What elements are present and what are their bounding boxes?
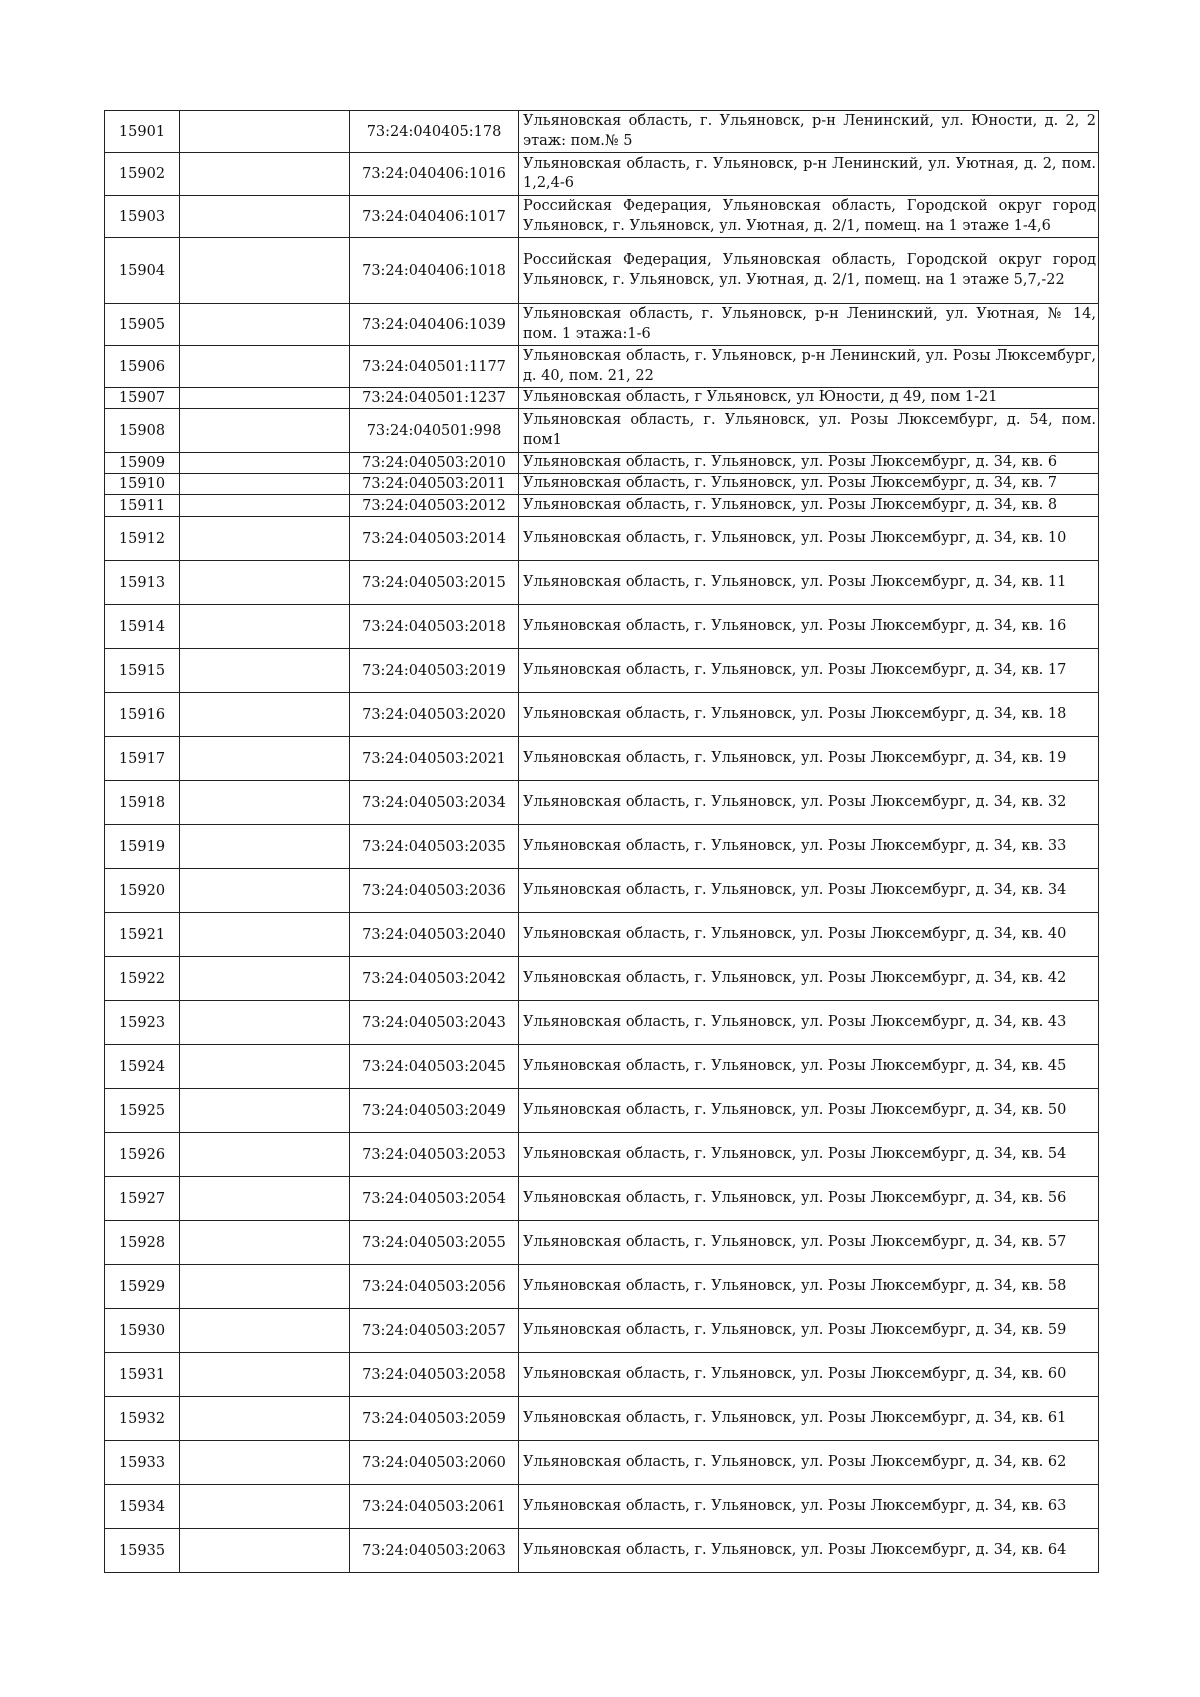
cadastral-number-cell: 73:24:040503:2010 [350,453,519,474]
row-number-cell: 15904 [105,238,180,304]
address-cell: Ульяновская область, г. Ульяновск, ул. Розы Люксембург, д. 34, кв. 7 [519,474,1099,495]
owner-cell [180,869,350,913]
cadastral-number-cell: 73:24:040503:2059 [350,1397,519,1441]
cadastral-number-cell: 73:24:040406:1018 [350,238,519,304]
cadastral-number-cell: 73:24:040406:1016 [350,153,519,196]
address-cell: Ульяновская область, г Ульяновск, ул Юности, д 49, пом 1-21 [519,388,1099,409]
owner-cell [180,111,350,153]
row-number-cell: 15923 [105,1001,180,1045]
owner-cell [180,153,350,196]
table-row [105,196,1099,238]
address-cell: Ульяновская область, г. Ульяновск, ул. Розы Люксембург, д. 34, кв. 64 [519,1529,1099,1573]
table-row [105,1177,1099,1221]
cadastral-number-cell: 73:24:040501:998 [350,409,519,453]
row-number-cell: 15914 [105,605,180,649]
row-number-cell: 15929 [105,1265,180,1309]
table-row [105,474,1099,495]
owner-cell [180,238,350,304]
row-number-cell: 15924 [105,1045,180,1089]
owner-cell [180,474,350,495]
address-cell: Ульяновская область, г. Ульяновск, ул. Розы Люксембург, д. 54, пом. пом1 [519,409,1099,453]
owner-cell [180,409,350,453]
owner-cell [180,825,350,869]
row-number-cell: 15912 [105,517,180,561]
row-number-cell: 15913 [105,561,180,605]
address-cell: Российская Федерация, Ульяновская область, Городской округ город Ульяновск, г. Ульяновск, ул. Уютная, д. 2/1, помещ. на 1 этаже 5,7,-22 [519,238,1099,304]
cadastral-number-cell: 73:24:040503:2034 [350,781,519,825]
cadastral-number-cell: 73:24:040503:2035 [350,825,519,869]
table-row [105,1045,1099,1089]
cadastral-number-cell: 73:24:040503:2061 [350,1485,519,1529]
table-row [105,1353,1099,1397]
cadastral-number-cell: 73:24:040406:1039 [350,304,519,346]
row-number-cell: 15932 [105,1397,180,1441]
table-row [105,409,1099,453]
cadastral-number-cell: 73:24:040503:2020 [350,693,519,737]
cadastral-number-cell: 73:24:040501:1177 [350,346,519,388]
cadastral-number-cell: 73:24:040503:2053 [350,1133,519,1177]
row-number-cell: 15920 [105,869,180,913]
address-cell: Ульяновская область, г. Ульяновск, ул. Розы Люксембург, д. 34, кв. 57 [519,1221,1099,1265]
cadastral-number-cell: 73:24:040503:2060 [350,1441,519,1485]
owner-cell [180,453,350,474]
row-number-cell: 15930 [105,1309,180,1353]
owner-cell [180,517,350,561]
address-cell: Ульяновская область, г. Ульяновск, ул. Розы Люксембург, д. 34, кв. 32 [519,781,1099,825]
table-row [105,913,1099,957]
row-number-cell: 15905 [105,304,180,346]
row-number-cell: 15902 [105,153,180,196]
address-cell: Ульяновская область, г. Ульяновск, ул. Розы Люксембург, д. 34, кв. 60 [519,1353,1099,1397]
owner-cell [180,781,350,825]
address-cell: Ульяновская область, г. Ульяновск, ул. Розы Люксембург, д. 34, кв. 10 [519,517,1099,561]
cadastral-number-cell: 73:24:040503:2045 [350,1045,519,1089]
cadastral-number-cell: 73:24:040503:2040 [350,913,519,957]
address-cell: Ульяновская область, г. Ульяновск, ул. Розы Люксембург, д. 34, кв. 33 [519,825,1099,869]
owner-cell [180,1441,350,1485]
address-cell: Ульяновская область, г. Ульяновск, р-н Ленинский, ул. Юности, д. 2, 2 этаж: пом.№ 5 [519,111,1099,153]
address-cell: Ульяновская область, г. Ульяновск, ул. Розы Люксембург, д. 34, кв. 62 [519,1441,1099,1485]
owner-cell [180,1309,350,1353]
owner-cell [180,1177,350,1221]
owner-cell [180,1221,350,1265]
owner-cell [180,1001,350,1045]
row-number-cell: 15917 [105,737,180,781]
table-row [105,517,1099,561]
table-row [105,825,1099,869]
owner-cell [180,913,350,957]
address-cell: Ульяновская область, г. Ульяновск, ул. Розы Люксембург, д. 34, кв. 16 [519,605,1099,649]
row-number-cell: 15915 [105,649,180,693]
owner-cell [180,346,350,388]
address-cell: Ульяновская область, г. Ульяновск, ул. Розы Люксембург, д. 34, кв. 59 [519,1309,1099,1353]
table-row [105,1221,1099,1265]
cadastral-number-cell: 73:24:040503:2015 [350,561,519,605]
table-row [105,693,1099,737]
owner-cell [180,304,350,346]
row-number-cell: 15919 [105,825,180,869]
row-number-cell: 15911 [105,495,180,517]
table-row [105,153,1099,196]
table-row [105,1529,1099,1573]
owner-cell [180,495,350,517]
owner-cell [180,1353,350,1397]
cadastral-number-cell: 73:24:040503:2054 [350,1177,519,1221]
table-row [105,869,1099,913]
owner-cell [180,1045,350,1089]
row-number-cell: 15921 [105,913,180,957]
table-row [105,495,1099,517]
table-row [105,561,1099,605]
address-cell: Российская Федерация, Ульяновская область, Городской округ город Ульяновск, г. Ульяновск, ул. Уютная, д. 2/1, помещ. на 1 этаже 1-4,6 [519,196,1099,238]
cadastral-number-cell: 73:24:040503:2036 [350,869,519,913]
table-row [105,1441,1099,1485]
table-row [105,1133,1099,1177]
owner-cell [180,1089,350,1133]
row-number-cell: 15931 [105,1353,180,1397]
owner-cell [180,1485,350,1529]
address-cell: Ульяновская область, г. Ульяновск, ул. Розы Люксембург, д. 34, кв. 56 [519,1177,1099,1221]
property-registry-table [104,110,1099,1573]
table-row [105,605,1099,649]
row-number-cell: 15927 [105,1177,180,1221]
table-row [105,304,1099,346]
row-number-cell: 15922 [105,957,180,1001]
cadastral-number-cell: 73:24:040503:2049 [350,1089,519,1133]
owner-cell [180,649,350,693]
row-number-cell: 15918 [105,781,180,825]
address-cell: Ульяновская область, г. Ульяновск, ул. Розы Люксембург, д. 34, кв. 19 [519,737,1099,781]
cadastral-number-cell: 73:24:040503:2055 [350,1221,519,1265]
table-row [105,957,1099,1001]
row-number-cell: 15928 [105,1221,180,1265]
row-number-cell: 15933 [105,1441,180,1485]
row-number-cell: 15908 [105,409,180,453]
table-row [105,388,1099,409]
owner-cell [180,737,350,781]
address-cell: Ульяновская область, г. Ульяновск, ул. Розы Люксембург, д. 34, кв. 18 [519,693,1099,737]
address-cell: Ульяновская область, г. Ульяновск, ул. Розы Люксембург, д. 34, кв. 58 [519,1265,1099,1309]
table-row [105,1309,1099,1353]
owner-cell [180,1133,350,1177]
row-number-cell: 15909 [105,453,180,474]
address-cell: Ульяновская область, г. Ульяновск, ул. Розы Люксембург, д. 34, кв. 8 [519,495,1099,517]
address-cell: Ульяновская область, г. Ульяновск, ул. Розы Люксембург, д. 34, кв. 6 [519,453,1099,474]
address-cell: Ульяновская область, г. Ульяновск, ул. Розы Люксембург, д. 34, кв. 50 [519,1089,1099,1133]
table-row [105,111,1099,153]
table-row [105,238,1099,304]
address-cell: Ульяновская область, г. Ульяновск, р-н Ленинский, ул. Розы Люксембург, д. 40, пом. 21, 22 [519,346,1099,388]
cadastral-number-cell: 73:24:040503:2042 [350,957,519,1001]
cadastral-number-cell: 73:24:040503:2011 [350,474,519,495]
cadastral-number-cell: 73:24:040406:1017 [350,196,519,238]
address-cell: Ульяновская область, г. Ульяновск, ул. Розы Люксембург, д. 34, кв. 42 [519,957,1099,1001]
cadastral-number-cell: 73:24:040503:2063 [350,1529,519,1573]
cadastral-number-cell: 73:24:040503:2043 [350,1001,519,1045]
owner-cell [180,1397,350,1441]
row-number-cell: 15925 [105,1089,180,1133]
address-cell: Ульяновская область, г. Ульяновск, ул. Розы Люксембург, д. 34, кв. 54 [519,1133,1099,1177]
row-number-cell: 15916 [105,693,180,737]
table-row [105,1265,1099,1309]
row-number-cell: 15907 [105,388,180,409]
table-row [105,1001,1099,1045]
cadastral-number-cell: 73:24:040501:1237 [350,388,519,409]
owner-cell [180,388,350,409]
row-number-cell: 15934 [105,1485,180,1529]
owner-cell [180,957,350,1001]
cadastral-number-cell: 73:24:040503:2014 [350,517,519,561]
cadastral-number-cell: 73:24:040405:178 [350,111,519,153]
row-number-cell: 15926 [105,1133,180,1177]
address-cell: Ульяновская область, г. Ульяновск, ул. Розы Люксембург, д. 34, кв. 61 [519,1397,1099,1441]
owner-cell [180,196,350,238]
address-cell: Ульяновская область, г. Ульяновск, ул. Розы Люксембург, д. 34, кв. 11 [519,561,1099,605]
address-cell: Ульяновская область, г. Ульяновск, р-н Ленинский, ул. Уютная, д. 2, пом. 1,2,4-6 [519,153,1099,196]
owner-cell [180,693,350,737]
row-number-cell: 15906 [105,346,180,388]
address-cell: Ульяновская область, г. Ульяновск, р-н Ленинский, ул. Уютная, № 14, пом. 1 этажа:1-6 [519,304,1099,346]
cadastral-number-cell: 73:24:040503:2057 [350,1309,519,1353]
address-cell: Ульяновская область, г. Ульяновск, ул. Розы Люксембург, д. 34, кв. 40 [519,913,1099,957]
registry-table-body [105,111,1099,1573]
address-cell: Ульяновская область, г. Ульяновск, ул. Розы Люксембург, д. 34, кв. 45 [519,1045,1099,1089]
cadastral-number-cell: 73:24:040503:2021 [350,737,519,781]
address-cell: Ульяновская область, г. Ульяновск, ул. Розы Люксембург, д. 34, кв. 63 [519,1485,1099,1529]
table-row [105,453,1099,474]
table-row [105,1089,1099,1133]
table-row [105,781,1099,825]
cadastral-number-cell: 73:24:040503:2018 [350,605,519,649]
owner-cell [180,561,350,605]
owner-cell [180,1265,350,1309]
cadastral-number-cell: 73:24:040503:2019 [350,649,519,693]
table-row [105,346,1099,388]
address-cell: Ульяновская область, г. Ульяновск, ул. Розы Люксембург, д. 34, кв. 43 [519,1001,1099,1045]
owner-cell [180,1529,350,1573]
row-number-cell: 15903 [105,196,180,238]
row-number-cell: 15910 [105,474,180,495]
row-number-cell: 15935 [105,1529,180,1573]
cadastral-number-cell: 73:24:040503:2012 [350,495,519,517]
table-row [105,1397,1099,1441]
cadastral-number-cell: 73:24:040503:2056 [350,1265,519,1309]
table-row [105,737,1099,781]
row-number-cell: 15901 [105,111,180,153]
address-cell: Ульяновская область, г. Ульяновск, ул. Розы Люксембург, д. 34, кв. 17 [519,649,1099,693]
address-cell: Ульяновская область, г. Ульяновск, ул. Розы Люксембург, д. 34, кв. 34 [519,869,1099,913]
owner-cell [180,605,350,649]
table-row [105,1485,1099,1529]
cadastral-number-cell: 73:24:040503:2058 [350,1353,519,1397]
table-row [105,649,1099,693]
